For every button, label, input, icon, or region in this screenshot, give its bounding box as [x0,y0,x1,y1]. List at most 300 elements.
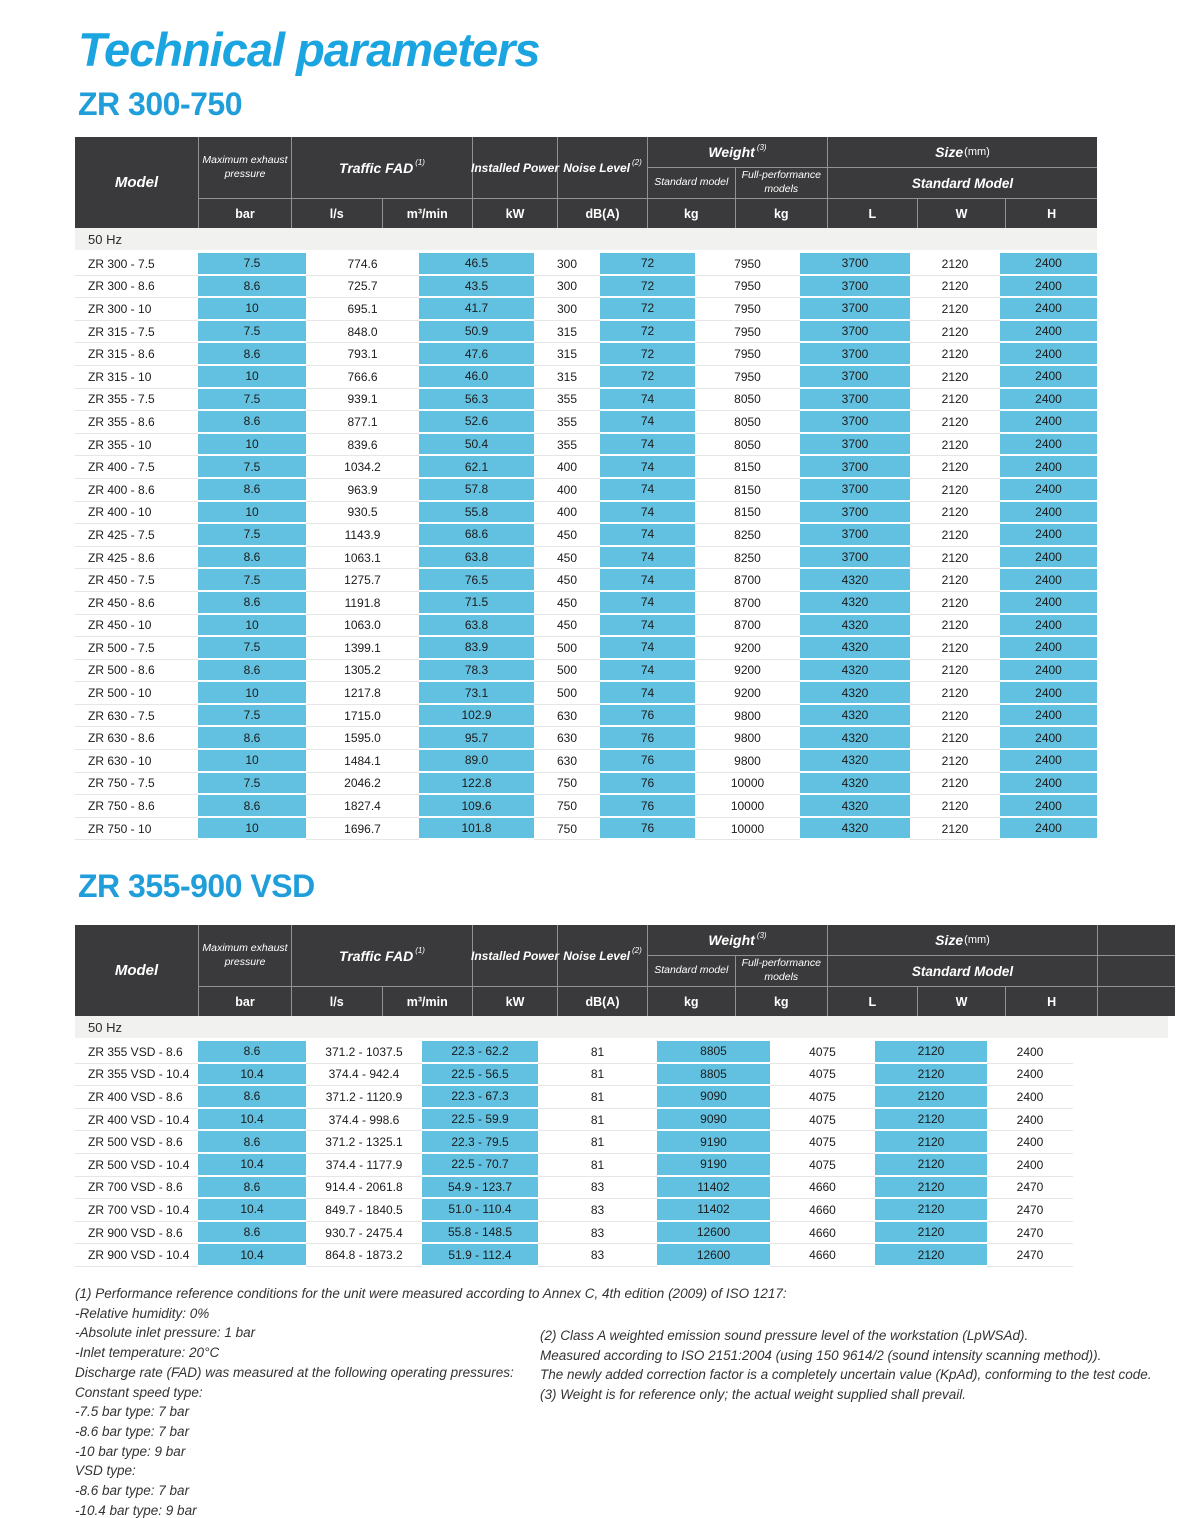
value-cell: 3700 [800,253,910,276]
value-cell: 63.8 [419,615,534,638]
value-cell: 7.5 [198,321,306,344]
value-cell: 56.3 [419,389,534,412]
value-cell: 400 [534,502,600,525]
value-cell: 3700 [800,479,910,502]
value-cell: 8700 [695,569,800,592]
value-cell: 9800 [695,705,800,728]
value-cell: 10.4 [198,1199,306,1222]
value-cell: 2400 [1000,479,1097,502]
model-cell: ZR 355 - 10 [75,434,198,457]
model-cell: ZR 630 - 7.5 [75,705,198,728]
value-cell: 2400 [987,1064,1073,1087]
value-cell: 74 [600,592,695,615]
value-cell: 1827.4 [306,795,419,818]
unit-label: W [955,994,968,1009]
value-cell: 355 [534,411,600,434]
value-cell: 4320 [800,569,910,592]
value-cell: 8.6 [198,343,306,366]
value-cell: 52.6 [419,411,534,434]
model-cell: ZR 900 VSD - 10.4 [75,1244,198,1267]
section-title-zr-300-750: ZR 300-750 [78,86,242,122]
header-label: Size [935,932,964,948]
value-cell: 83.9 [419,637,534,660]
table-row [75,795,1097,818]
value-cell: 930.7 - 2475.4 [306,1222,422,1245]
col-size [827,137,1097,228]
table-row [75,1199,1175,1222]
value-cell: 7950 [695,343,800,366]
model-cell: ZR 315 - 7.5 [75,321,198,344]
value-cell: 2400 [987,1109,1073,1132]
header-label: Weight [708,932,755,948]
value-cell: 374.4 - 1177.9 [306,1154,422,1177]
table-row [75,727,1097,750]
value-cell: 2120 [910,637,1000,660]
value-cell: 2120 [910,389,1000,412]
value-cell: 10.4 [198,1244,306,1267]
footnote-line: -Inlet temperature: 20°C [75,1345,220,1361]
value-cell: 3700 [800,366,910,389]
value-cell: 8.6 [198,1041,306,1064]
value-cell: 450 [534,615,600,638]
value-cell: 1217.8 [306,682,419,705]
value-cell: 8.6 [198,1177,306,1200]
value-cell: 3700 [800,524,910,547]
footnote-line: The newly added correction factor is a completely uncertain value (KpAd), conforming to the test code. [540,1367,1152,1383]
value-cell: 72 [600,276,695,299]
value-cell: 46.0 [419,366,534,389]
value-cell: 76 [600,795,695,818]
table-row [75,637,1097,660]
value-cell: 4075 [770,1041,875,1064]
value-cell: 76 [600,773,695,796]
value-cell: 9190 [657,1154,770,1177]
value-cell: 2120 [910,321,1000,344]
value-cell: 7950 [695,321,800,344]
value-cell: 74 [600,456,695,479]
value-cell: 7.5 [198,569,306,592]
value-cell: 10.4 [198,1154,306,1177]
value-cell: 2120 [910,502,1000,525]
value-cell: 630 [534,705,600,728]
value-cell: 3700 [800,389,910,412]
value-cell: 1696.7 [306,818,419,841]
value-cell: 81 [538,1064,657,1087]
value-cell: 10 [198,434,306,457]
value-cell: 72 [600,343,695,366]
value-cell: 2400 [1000,818,1097,841]
value-cell: 11402 [657,1199,770,1222]
footnote-line: Constant speed type: [75,1384,203,1400]
value-cell: 8050 [695,389,800,412]
value-cell: 2120 [875,1244,987,1267]
model-cell: ZR 425 - 8.6 [75,547,198,570]
value-cell: 76 [600,750,695,773]
table-row [75,1064,1175,1087]
value-cell: 2120 [910,727,1000,750]
value-cell: 2400 [1000,524,1097,547]
value-cell: 78.3 [419,660,534,683]
value-cell: 74 [600,502,695,525]
value-cell: 355 [534,389,600,412]
value-cell: 10000 [695,818,800,841]
header-label: Installed Power [470,160,560,175]
value-cell: 355 [534,434,600,457]
value-cell: 848.0 [306,321,419,344]
value-cell: 8.6 [198,727,306,750]
value-cell: 9200 [695,682,800,705]
value-cell: 500 [534,637,600,660]
value-cell: 2470 [987,1199,1073,1222]
table-row [75,1177,1175,1200]
header-label: (mm) [964,146,990,158]
model-cell: ZR 630 - 8.6 [75,727,198,750]
value-cell: 1484.1 [306,750,419,773]
model-cell: ZR 355 - 8.6 [75,411,198,434]
value-cell: 8.6 [198,660,306,683]
value-cell: 2120 [910,298,1000,321]
value-cell: 74 [600,479,695,502]
value-cell: 74 [600,547,695,570]
value-cell: 63.8 [419,547,534,570]
col-model [75,137,198,228]
value-cell: 7.5 [198,389,306,412]
model-cell: ZR 355 VSD - 10.4 [75,1064,198,1087]
footnote-marker: (2) [631,946,642,955]
value-cell: 2400 [1000,682,1097,705]
value-cell: 81 [538,1154,657,1177]
footnote-line: Measured according to ISO 2151:2004 (using 150 9614/2 (sound intensity scanning method)). [540,1347,1102,1363]
value-cell: 76.5 [419,569,534,592]
value-cell: 8.6 [198,1086,306,1109]
value-cell: 4075 [770,1131,875,1154]
col-traffic-fad [291,925,472,1016]
table-row [75,479,1097,502]
header-label: Full-performance models [741,169,821,195]
value-cell: 83 [538,1244,657,1267]
table-row [75,321,1097,344]
model-cell: ZR 750 - 7.5 [75,773,198,796]
value-cell: 11402 [657,1177,770,1200]
table-row [75,1131,1175,1154]
value-cell: 2400 [987,1131,1073,1154]
value-cell: 2120 [910,592,1000,615]
value-cell: 72 [600,366,695,389]
model-cell: ZR 500 VSD - 10.4 [75,1154,198,1177]
value-cell: 2120 [910,682,1000,705]
value-cell: 939.1 [306,389,419,412]
value-cell: 1275.7 [306,569,419,592]
value-cell: 2400 [1000,298,1097,321]
value-cell: 2470 [987,1222,1073,1245]
value-cell: 81 [538,1131,657,1154]
value-cell: 2400 [1000,434,1097,457]
value-cell: 400 [534,479,600,502]
table-row [75,276,1097,299]
model-cell: ZR 500 - 10 [75,682,198,705]
footnote-line: -10.4 bar type: 9 bar [75,1502,197,1518]
col-max-pressure [198,925,291,1016]
value-cell: 2120 [910,479,1000,502]
table-row [75,434,1097,457]
value-cell: 9800 [695,750,800,773]
value-cell: 22.5 - 70.7 [422,1154,538,1177]
frequency-band [75,1016,1168,1038]
value-cell: 2120 [910,569,1000,592]
footnote-line: (2) Class A weighted emission sound pressure level of the workstation (LpWSAd). [540,1328,1029,1343]
value-cell: 2400 [1000,343,1097,366]
model-cell: ZR 355 VSD - 8.6 [75,1041,198,1064]
col-size [827,925,1097,1016]
value-cell: 9190 [657,1131,770,1154]
value-cell: 9090 [657,1109,770,1132]
value-cell: 2400 [1000,411,1097,434]
model-cell: ZR 355 - 7.5 [75,389,198,412]
value-cell: 12600 [657,1222,770,1245]
footnote-marker: (2) [631,158,642,167]
value-cell: 2120 [875,1064,987,1087]
model-cell: ZR 315 - 8.6 [75,343,198,366]
value-cell: 315 [534,321,600,344]
table-row [75,660,1097,683]
value-cell: 4660 [770,1222,875,1245]
value-cell: 22.5 - 59.9 [422,1109,538,1132]
value-cell: 2120 [875,1131,987,1154]
value-cell: 4075 [770,1064,875,1087]
unit-label: m³/min [406,206,448,221]
footnote-line: -10 bar type: 9 bar [75,1443,186,1459]
model-cell: ZR 300 - 7.5 [75,253,198,276]
value-cell: 12600 [657,1244,770,1267]
value-cell: 7.5 [198,773,306,796]
value-cell: 2120 [910,547,1000,570]
table-row [75,1109,1175,1132]
value-cell: 2400 [1000,592,1097,615]
value-cell: 2120 [910,615,1000,638]
unit-label: W [955,206,968,221]
value-cell: 8.6 [198,276,306,299]
value-cell: 2120 [910,750,1000,773]
unit-label: l/s [329,206,344,221]
value-cell: 2120 [875,1222,987,1245]
footnote-line: VSD type: [75,1463,136,1479]
value-cell: 1063.1 [306,547,419,570]
col-weight [647,925,827,1016]
header-label: Noise Level [563,160,630,175]
value-cell: 68.6 [419,524,534,547]
table-row [75,411,1097,434]
value-cell: 2120 [875,1154,987,1177]
value-cell: 4320 [800,682,910,705]
value-cell: 76 [600,727,695,750]
value-cell: 74 [600,637,695,660]
value-cell: 4320 [800,592,910,615]
value-cell: 2400 [987,1154,1073,1177]
value-cell: 83 [538,1222,657,1245]
value-cell: 74 [600,524,695,547]
value-cell: 9200 [695,637,800,660]
table-row [75,818,1097,841]
value-cell: 22.3 - 67.3 [422,1086,538,1109]
value-cell: 74 [600,615,695,638]
unit-label: l/s [329,994,344,1009]
unit-label: kg [773,206,789,221]
value-cell: 10 [198,818,306,841]
value-cell: 8150 [695,502,800,525]
model-cell: ZR 750 - 10 [75,818,198,841]
col-weight [647,137,827,228]
value-cell: 7950 [695,298,800,321]
value-cell: 7950 [695,276,800,299]
value-cell: 2120 [910,705,1000,728]
value-cell: 1305.2 [306,660,419,683]
value-cell: 8250 [695,524,800,547]
unit-label: kg [683,994,699,1009]
col-model [75,925,198,1016]
value-cell: 3700 [800,434,910,457]
value-cell: 10 [198,502,306,525]
value-cell: 10.4 [198,1109,306,1132]
value-cell: 51.9 - 112.4 [422,1244,538,1267]
value-cell: 963.9 [306,479,419,502]
value-cell: 7.5 [198,524,306,547]
table-row [75,389,1097,412]
table-row [75,343,1097,366]
col-noise-level [557,925,647,1016]
value-cell: 7.5 [198,705,306,728]
value-cell: 3700 [800,276,910,299]
value-cell: 8805 [657,1064,770,1087]
value-cell: 10 [198,366,306,389]
header-label: Installed Power [470,948,560,963]
value-cell: 8.6 [198,1222,306,1245]
value-cell: 83 [538,1199,657,1222]
unit-label: kW [505,206,525,221]
table-row [75,773,1097,796]
value-cell: 930.5 [306,502,419,525]
value-cell: 450 [534,569,600,592]
table-row [75,592,1097,615]
value-cell: 2400 [987,1041,1073,1064]
value-cell: 50.4 [419,434,534,457]
value-cell: 10 [198,750,306,773]
header-label: Standard model [654,176,729,189]
value-cell: 4660 [770,1177,875,1200]
footnotes-right [540,1326,1152,1405]
model-cell: ZR 630 - 10 [75,750,198,773]
model-cell: ZR 450 - 10 [75,615,198,638]
table-zr-355-900-vsd [75,925,1175,1267]
value-cell: 55.8 - 148.5 [422,1222,538,1245]
value-cell: 725.7 [306,276,419,299]
value-cell: 2470 [987,1244,1073,1267]
value-cell: 630 [534,727,600,750]
value-cell: 3700 [800,502,910,525]
model-cell: ZR 500 - 7.5 [75,637,198,660]
model-cell: ZR 400 VSD - 8.6 [75,1086,198,1109]
model-cell: ZR 400 - 7.5 [75,456,198,479]
model-cell: ZR 425 - 7.5 [75,524,198,547]
value-cell: 95.7 [419,727,534,750]
value-cell: 8250 [695,547,800,570]
model-cell: ZR 400 - 10 [75,502,198,525]
value-cell: 8.6 [198,592,306,615]
value-cell: 1399.1 [306,637,419,660]
header-label: Noise Level [563,948,630,963]
value-cell: 74 [600,660,695,683]
header-label: Weight [708,144,755,160]
table-row [75,1086,1175,1109]
model-cell: ZR 500 VSD - 8.6 [75,1131,198,1154]
value-cell: 1063.0 [306,615,419,638]
value-cell: 22.5 - 56.5 [422,1064,538,1087]
unit-label: L [868,206,877,221]
value-cell: 2400 [1000,502,1097,525]
value-cell: 51.0 - 110.4 [422,1199,538,1222]
value-cell: 2400 [1000,795,1097,818]
value-cell: 7.5 [198,637,306,660]
unit-label: kW [505,994,525,1009]
value-cell: 630 [534,750,600,773]
value-cell: 1034.2 [306,456,419,479]
value-cell: 10000 [695,795,800,818]
section-title-zr-355-900-vsd: ZR 355-900 VSD [78,868,315,904]
value-cell: 3700 [800,343,910,366]
value-cell: 2120 [910,795,1000,818]
value-cell: 101.8 [419,818,534,841]
table-row [75,705,1097,728]
value-cell: 3700 [800,411,910,434]
value-cell: 109.6 [419,795,534,818]
value-cell: 2400 [1000,660,1097,683]
value-cell: 7.5 [198,456,306,479]
value-cell: 55.8 [419,502,534,525]
value-cell: 2400 [1000,253,1097,276]
value-cell: 877.1 [306,411,419,434]
value-cell: 3700 [800,298,910,321]
header-label: (mm) [964,934,990,946]
value-cell: 2470 [987,1177,1073,1200]
value-cell: 81 [538,1086,657,1109]
value-cell: 2120 [910,276,1000,299]
value-cell: 9200 [695,660,800,683]
value-cell: 72 [600,321,695,344]
unit-label: kg [773,994,789,1009]
value-cell: 3700 [800,456,910,479]
frequency-label: 50 Hz [88,231,122,247]
model-cell: ZR 400 - 8.6 [75,479,198,502]
footnote-line: -8.6 bar type: 7 bar [75,1483,190,1499]
value-cell: 750 [534,818,600,841]
value-cell: 83 [538,1177,657,1200]
value-cell: 7950 [695,253,800,276]
value-cell: 4320 [800,660,910,683]
value-cell: 4320 [800,750,910,773]
value-cell: 450 [534,524,600,547]
value-cell: 2046.2 [306,773,419,796]
value-cell: 2400 [1000,773,1097,796]
frequency-label: 50 Hz [88,1019,122,1035]
value-cell: 774.6 [306,253,419,276]
model-cell: ZR 315 - 10 [75,366,198,389]
footnote-line: (1) Performance reference conditions for the unit were measured according to Annex C, 4th edition (2009) of ISO 1217: [75,1286,787,1301]
value-cell: 914.4 - 2061.8 [306,1177,422,1200]
value-cell: 2400 [1000,637,1097,660]
footnote-line: -Absolute inlet pressure: 1 bar [75,1325,256,1341]
value-cell: 8.6 [198,1131,306,1154]
value-cell: 4320 [800,615,910,638]
value-cell: 4660 [770,1244,875,1267]
